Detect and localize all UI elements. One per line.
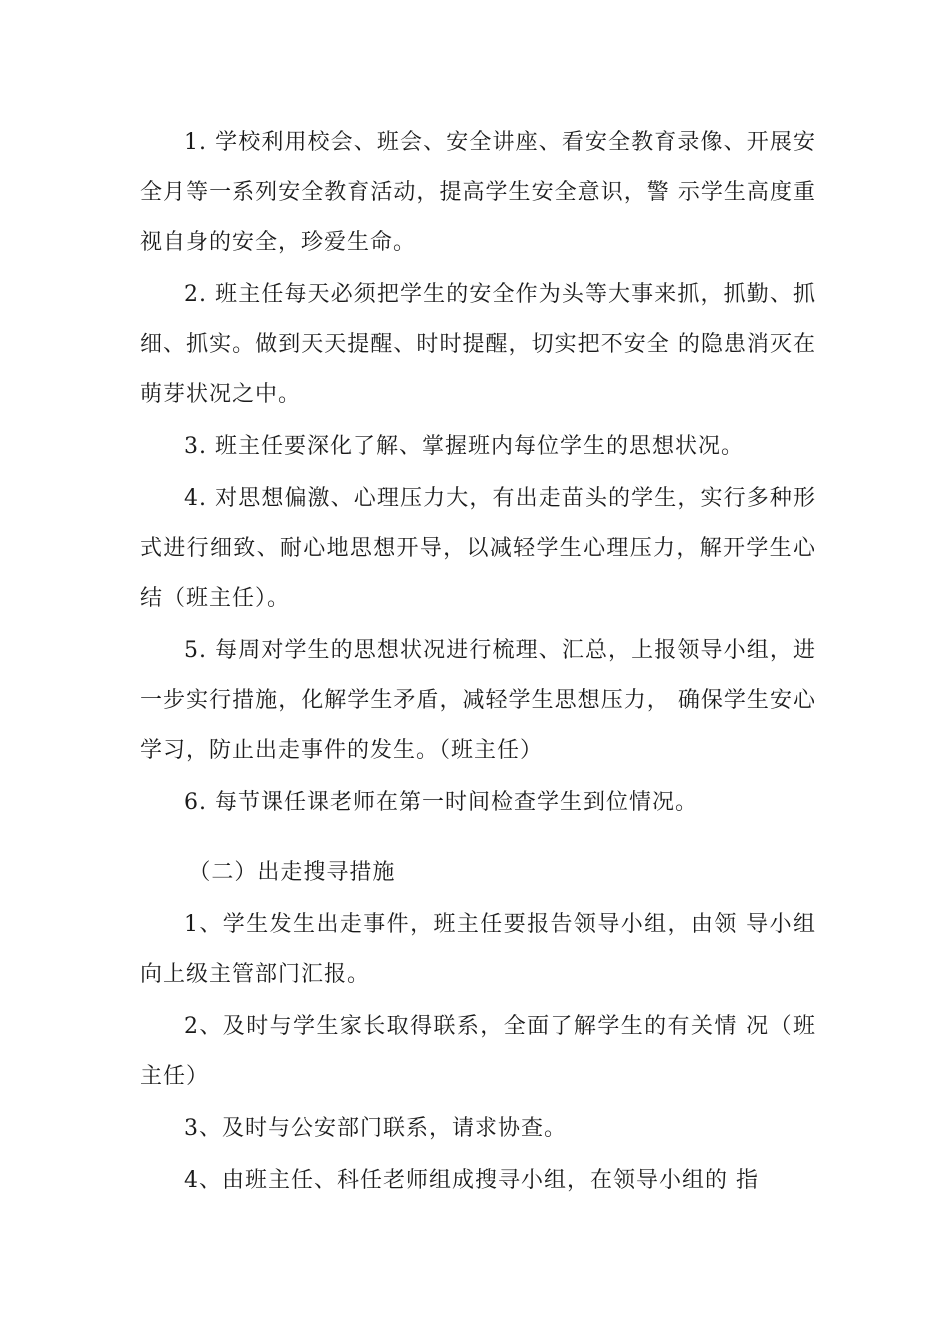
paragraph-1: 1. 学校利用校会、班会、安全讲座、看安全教育录像、开展安全月等一系列安全教育活动，提高学生安全意识，警 示学生高度重视自身的安全，珍爱生命。: [140, 130, 816, 255]
paragraph-3: 3. 班主任要深化了解、掌握班内每位学生的思想状况。: [184, 434, 744, 459]
paragraph-9: 3、及时与公安部门联系，请求协查。: [184, 1116, 567, 1141]
section-heading: （二）出走搜寻措施: [188, 860, 396, 885]
paragraph-4: 4. 对思想偏激、心理压力大，有出走苗头的学生，实行多种形式进行细致、耐心地思想开导，以减轻学生心理压力，解开学生心结（班主任）。: [140, 486, 816, 611]
paragraph-2: 2. 班主任每天必须把学生的安全作为头等大事来抓，抓勤、抓细、抓实。做到天天提醒、时时提醒，切实把不安全 的隐患消灭在萌芽状况之中。: [140, 282, 816, 407]
paragraph-6: 6. 每节课任课老师在第一时间检查学生到位情况。: [184, 790, 698, 815]
paragraph-5: 5. 每周对学生的思想状况进行梳理、汇总，上报领导小组，进一步实行措施，化解学生矛盾，减轻学生思想压力， 确保学生安心学习，防止出走事件的发生。（班主任）: [140, 638, 816, 763]
paragraph-10: 4、由班主任、科任老师组成搜寻小组，在领导小组的 指: [184, 1168, 759, 1193]
paragraph-8: 2、及时与学生家长取得联系，全面了解学生的有关情 况（班主任）: [140, 1014, 816, 1089]
paragraph-7: 1、学生发生出走事件，班主任要报告领导小组，由领 导小组向上级主管部门汇报。: [140, 912, 816, 987]
document-body: [140, 118, 816, 1206]
